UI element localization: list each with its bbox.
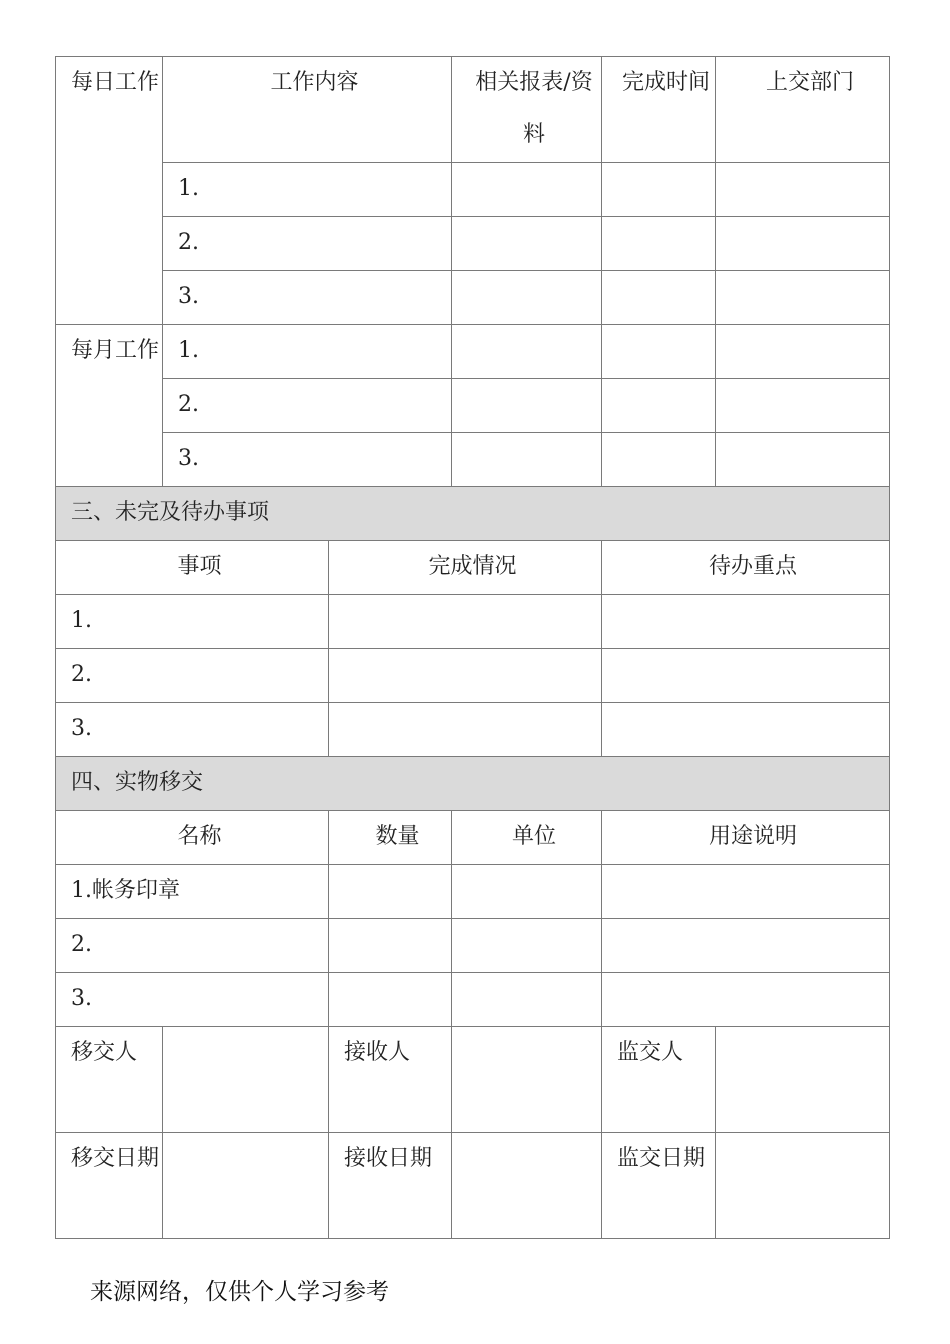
work-header-row — [56, 57, 890, 163]
header-quantity: 数量 — [329, 811, 452, 865]
header-submit-department: 上交部门 — [716, 57, 890, 163]
header-related-reports: 相关报表/资料 — [452, 57, 602, 163]
receiver-label: 接收人 — [329, 1027, 452, 1133]
section3-title: 三、未完及待办事项 — [56, 487, 890, 541]
daily-row-dept-cell[interactable] — [716, 271, 890, 325]
monthly-row-dept-cell[interactable] — [716, 379, 890, 433]
daily-row — [56, 163, 890, 217]
asset-row — [56, 919, 890, 973]
supervise-date-field[interactable] — [716, 1133, 890, 1239]
handover-form-table — [55, 56, 890, 1239]
daily-row-dept-cell[interactable] — [716, 163, 890, 217]
monthly-row-reports-cell[interactable] — [452, 325, 602, 379]
pending-row-item: 3. — [56, 703, 329, 757]
transferor-label: 移交人 — [56, 1027, 163, 1133]
daily-row — [56, 271, 890, 325]
daily-row-time-cell[interactable] — [602, 271, 716, 325]
daily-row-time-cell[interactable] — [602, 217, 716, 271]
monthly-row-item: 1. — [163, 325, 452, 379]
receive-date-label: 接收日期 — [329, 1133, 452, 1239]
monthly-row-time-cell[interactable] — [602, 379, 716, 433]
header-unit: 单位 — [452, 811, 602, 865]
asset-row-quantity-cell[interactable] — [329, 865, 452, 919]
asset-row-name: 2. — [56, 919, 329, 973]
section3-title-row — [56, 487, 890, 541]
monthly-row-dept-cell[interactable] — [716, 325, 890, 379]
daily-row-reports-cell[interactable] — [452, 271, 602, 325]
monthly-row-reports-cell[interactable] — [452, 433, 602, 487]
source-disclaimer: 来源网络，仅供个人学习参考 — [90, 1279, 389, 1305]
transfer-date-label: 移交日期 — [56, 1133, 163, 1239]
pending-row — [56, 703, 890, 757]
asset-row-unit-cell[interactable] — [452, 865, 602, 919]
supervisor-field[interactable] — [716, 1027, 890, 1133]
receive-date-field[interactable] — [452, 1133, 602, 1239]
daily-row — [56, 217, 890, 271]
pending-row-focus-cell[interactable] — [602, 595, 890, 649]
daily-row-reports-cell[interactable] — [452, 217, 602, 271]
transferor-field[interactable] — [163, 1027, 329, 1133]
pending-row-focus-cell[interactable] — [602, 649, 890, 703]
asset-row-name: 3. — [56, 973, 329, 1027]
monthly-row-time-cell[interactable] — [602, 433, 716, 487]
signoff-people-row — [56, 1027, 890, 1133]
monthly-row — [56, 433, 890, 487]
transfer-date-field[interactable] — [163, 1133, 329, 1239]
pending-row — [56, 649, 890, 703]
header-completion-time: 完成时间 — [602, 57, 716, 163]
section3-header-row — [56, 541, 890, 595]
supervise-date-label: 监交日期 — [602, 1133, 716, 1239]
section4-title-row — [56, 757, 890, 811]
pending-row — [56, 595, 890, 649]
monthly-row-item: 3. — [163, 433, 452, 487]
monthly-row — [56, 325, 890, 379]
receiver-field[interactable] — [452, 1027, 602, 1133]
daily-work-label: 每日工作 — [56, 57, 163, 325]
monthly-row-dept-cell[interactable] — [716, 433, 890, 487]
asset-row-usage-cell[interactable] — [602, 865, 890, 919]
pending-row-item: 2. — [56, 649, 329, 703]
monthly-row — [56, 379, 890, 433]
header-pending-focus: 待办重点 — [602, 541, 890, 595]
section4-title: 四、实物移交 — [56, 757, 890, 811]
asset-row-quantity-cell[interactable] — [329, 919, 452, 973]
pending-row-status-cell[interactable] — [329, 703, 602, 757]
asset-row-unit-cell[interactable] — [452, 919, 602, 973]
daily-row-item: 1. — [163, 163, 452, 217]
daily-row-item: 2. — [163, 217, 452, 271]
asset-row-usage-cell[interactable] — [602, 973, 890, 1027]
monthly-row-reports-cell[interactable] — [452, 379, 602, 433]
monthly-row-item: 2. — [163, 379, 452, 433]
header-name: 名称 — [56, 811, 329, 865]
daily-row-dept-cell[interactable] — [716, 217, 890, 271]
asset-row — [56, 865, 890, 919]
asset-row-name: 1.帐务印章 — [56, 865, 329, 919]
daily-row-reports-cell[interactable] — [452, 163, 602, 217]
asset-row-unit-cell[interactable] — [452, 973, 602, 1027]
asset-row-quantity-cell[interactable] — [329, 973, 452, 1027]
header-usage-description: 用途说明 — [602, 811, 890, 865]
daily-row-item: 3. — [163, 271, 452, 325]
header-item: 事项 — [56, 541, 329, 595]
daily-row-time-cell[interactable] — [602, 163, 716, 217]
supervisor-label: 监交人 — [602, 1027, 716, 1133]
asset-row — [56, 973, 890, 1027]
header-work-content: 工作内容 — [163, 57, 452, 163]
monthly-row-time-cell[interactable] — [602, 325, 716, 379]
pending-row-item: 1. — [56, 595, 329, 649]
signoff-dates-row — [56, 1133, 890, 1239]
pending-row-focus-cell[interactable] — [602, 703, 890, 757]
section4-header-row — [56, 811, 890, 865]
pending-row-status-cell[interactable] — [329, 649, 602, 703]
pending-row-status-cell[interactable] — [329, 595, 602, 649]
monthly-work-label: 每月工作 — [56, 325, 163, 487]
asset-row-usage-cell[interactable] — [602, 919, 890, 973]
header-completion-status: 完成情况 — [329, 541, 602, 595]
